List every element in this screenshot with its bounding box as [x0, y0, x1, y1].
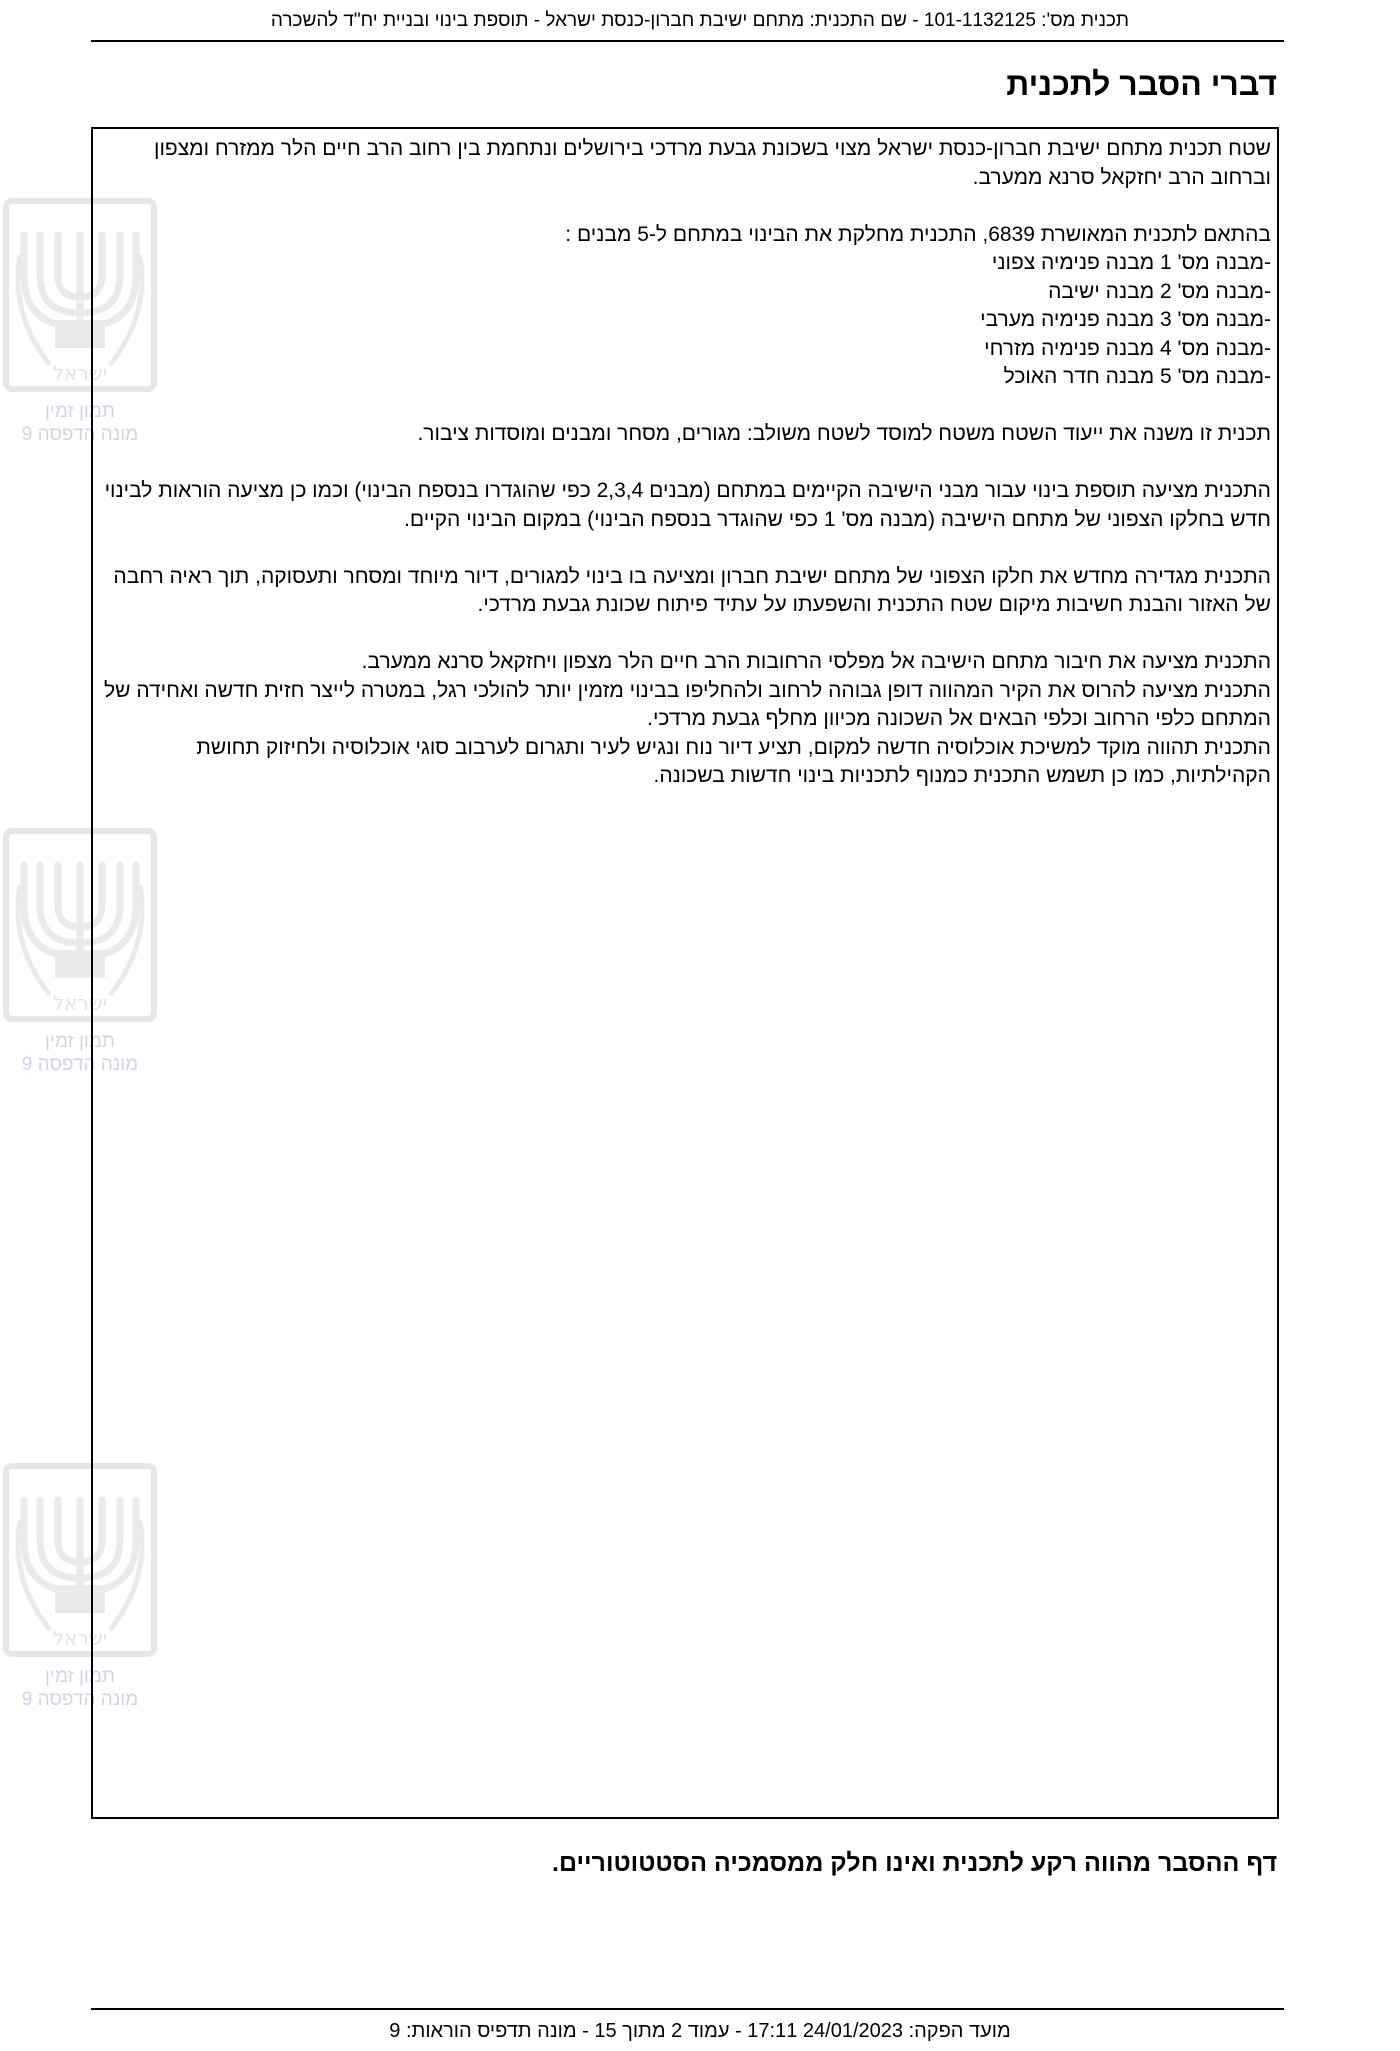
watermark-emblem-text: ישראל — [52, 991, 108, 1015]
paragraph-additions: התכנית מציעה תוספת בינוי עבור מבני הישיבה הקיימים במתחם (מבנים 2,3,4 כפי שהוגדרו בנספח הבינוי) וכמו כן מציעה הוראות לבינוי חדש בחלקו הצפוני של מתחם הישיבה (מבנה מס' 1 כפי שהוגדר בנספח הבינוי) במקום הבינוי הקיים. — [104, 479, 1271, 531]
watermark-line-1: תמון זמין — [44, 401, 116, 422]
paragraph-connections — [99, 648, 1271, 791]
list-item: -מבנה מס' 1 מבנה פנימיה צפוני — [991, 251, 1271, 274]
document-footer: מועד הפקה: 24/01/2023 17:11 - עמוד 2 מתוך 15 - מונה תדפיס הוראות: 9 — [389, 2020, 1011, 2042]
buildings-block — [99, 221, 1271, 392]
watermark-line-2: מונה הדפסה 9 — [21, 1689, 139, 1710]
statutory-footnote: דף ההסבר מהווה רקע לתכנית ואינו חלק ממסמכיה הסטטוטוריים. — [552, 1849, 1277, 1877]
paragraph-location: שטח תכנית מתחם ישיבת חברון-כנסת ישראל מצוי בשכונת גבעת מרדכי בירושלים ונתחמת בין רחוב הרב חיים הלר ממזרח ומצפון וברחוב הרב יחזקאל סרנא ממערב. — [154, 137, 1271, 189]
watermark-line-2: מונה הדפסה 9 — [21, 1054, 139, 1075]
list-item: -מבנה מס' 4 מבנה פנימיה מזרחי — [984, 336, 1271, 360]
document-header: תכנית מס': 101-1132125 - שם התכנית: מתחם ישיבת חברון-כנסת ישראל - תוספת בינוי ובניית יח"ד להשכרה — [270, 10, 1130, 31]
section-title: דברי הסבר לתכנית — [1006, 66, 1277, 102]
paragraph-land-use: תכנית זו משנה את ייעוד השטח משטח למוסד לשטח משולב: מגורים, מסחר ומבנים ומוסדות ציבור. — [417, 422, 1271, 445]
watermark-line-2: מונה הדפסה 9 — [21, 424, 139, 445]
explanation-box — [91, 127, 1279, 1819]
buildings-intro: בהתאם לתכנית המאושרת 6839, התכנית מחלקת את הבינוי במתחם ל-5 מבנים : — [565, 222, 1271, 246]
watermark-emblem-text: ישראל — [52, 361, 108, 385]
paragraph-line: התכנית מציעה את חיבור מתחם הישיבה אל מפלסי הרחובות הרב חיים הלר מצפון ויחזקאל סרנא ממערב. — [361, 650, 1271, 673]
list-item: -מבנה מס' 2 מבנה ישיבה — [1048, 279, 1271, 303]
paragraph-line: התכנית מציעה להרוס את הקיר המהווה דופן גבוהה לרחוב ולהחליפו בבינוי מזמין יותר להולכי רגל, במטרה לייצר חזית חדשה ואחידה של המתחם כלפי הרחוב וכלפי הבאים אל השכונה מכיוון מחלף גבעת מרדכי. — [104, 678, 1271, 730]
header-divider — [91, 40, 1284, 42]
list-item: -מבנה מס' 5 מבנה חדר האוכל — [1003, 365, 1271, 388]
buildings-list — [99, 249, 1271, 392]
footer-divider — [91, 2008, 1284, 2010]
list-item: -מבנה מס' 3 מבנה פנימיה מערבי — [980, 308, 1271, 331]
explanation-text — [99, 135, 1271, 791]
paragraph-line: התכנית תהווה מוקד למשיכת אוכלוסיה חדשה למקום, תציע דיור נוח ונגיש לעיר ותגרום לערבוב סוגי אוכלוסיה ולחיזוק תחושת הקהילתיות, כמו כן תשמש התכנית כמנוף לתכניות בינוי חדשות בשכונה. — [196, 735, 1271, 787]
paragraph-north-part: התכנית מגדירה מחדש את חלקו הצפוני של מתחם ישיבת חברון ומציעה בו בינוי למגורים, דיור מיוחד ומסחר ותעסוקה, תוך ראיה רחבה של האזור והבנת חשיבות מיקום שטח התכנית והשפעתו על עתיד פיתוח שכונת גבעת מרדכי. — [113, 564, 1271, 616]
watermark-emblem-text: ישראל — [52, 1626, 108, 1650]
watermark-line-1: תמון זמין — [44, 1031, 116, 1052]
watermark-line-1: תמון זמין — [44, 1666, 116, 1687]
